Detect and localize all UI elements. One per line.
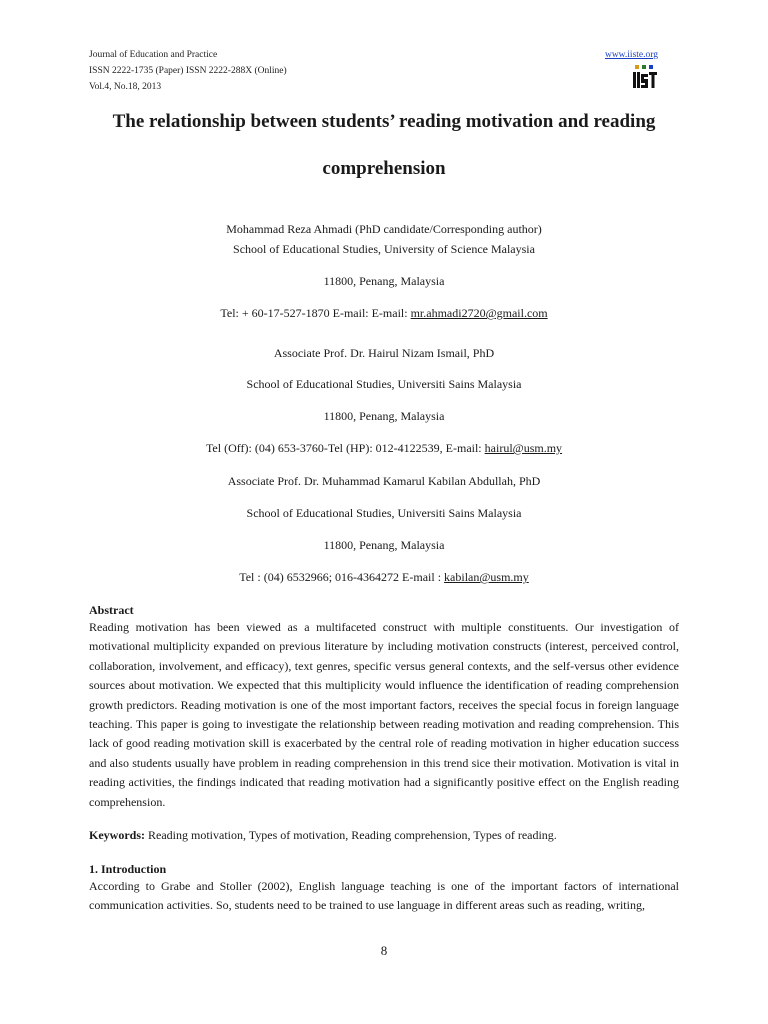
abstract-section bbox=[89, 603, 679, 812]
author-1-phone: Tel: + 60-17-527-1870 E-mail: E-mail: bbox=[220, 306, 411, 320]
keywords-label: Keywords: bbox=[89, 828, 145, 842]
introduction-section bbox=[89, 862, 679, 916]
author-2-name: Associate Prof. Dr. Hairul Nizam Ismail, PhD bbox=[273, 346, 495, 360]
author-2-phone: Tel (Off): (04) 653-3760-Tel (HP): 012-4122539, E-mail: bbox=[205, 441, 485, 455]
author-3-phone: Tel : (04) 6532966; 016-4364272 E-mail : bbox=[239, 570, 445, 584]
author-1-contact bbox=[60, 306, 708, 321]
iiste-logo bbox=[632, 64, 658, 90]
author-3-email-link[interactable]: kabilan@usm.my bbox=[444, 570, 529, 584]
author-3-contact bbox=[60, 570, 708, 585]
author-3-name: Associate Prof. Dr. Muhammad Kamarul Kabilan Abdullah, PhD bbox=[227, 474, 541, 488]
abstract-heading: Abstract bbox=[89, 603, 134, 617]
journal-website-link[interactable]: www.iiste.org bbox=[604, 50, 658, 60]
volume-line: Vol.4, No.18, 2013 bbox=[89, 82, 162, 92]
abstract-text: Reading motivation has been viewed as a multifaceted construct with multiple constituents. Our investigation of motivational multiplicity expanded on previous literature by including motivation constructs (interest, perceived control, collaboration, involvement, and efficacy), text genres, specific versus general contexts, and the self-versus other evidence sources about motivation. We expected that this multiplicity would influence the identification of reading comprehension growth predictors. Reading motivation is one of the most important factors, receives the special focus in foreign language teaching. This paper is going to investigate the relationship between reading motivation and reading comprehension. This lack of good reading motivation skill is exacerbated by the central role of reading motivation in higher education success and also students usually have problem in reading comprehension in this trend sice their motivation. Motivation is vital in reading activities, the findings indicated that reading motivation had a significantly positive effect on the English reading comprehension. bbox=[89, 620, 679, 809]
author-1-email-link[interactable]: mr.ahmadi2720@gmail.com bbox=[410, 306, 548, 320]
keywords-text: Reading motivation, Types of motivation, Reading comprehension, Types of reading. bbox=[145, 828, 557, 842]
author-2-address: 11800, Penang, Malaysia bbox=[323, 409, 445, 423]
paper-title-line-1: The relationship between students’ reading motivation and reading bbox=[112, 111, 656, 132]
introduction-text: According to Grabe and Stoller (2002), English language teaching is one of the important factors of international communication activities. So, students need to be trained to use language in different areas such as reading, writing, bbox=[89, 879, 679, 913]
page-number: 8 bbox=[380, 943, 388, 958]
journal-name: Journal of Education and Practice bbox=[89, 50, 218, 60]
author-3-address: 11800, Penang, Malaysia bbox=[323, 538, 445, 552]
paper-title-line-2: comprehension bbox=[322, 158, 446, 179]
author-2-email-link[interactable]: hairul@usm.my bbox=[484, 441, 563, 455]
author-1-affiliation: School of Educational Studies, University of Science Malaysia bbox=[233, 242, 535, 256]
keywords-line bbox=[89, 828, 679, 843]
author-1-address: 11800, Penang, Malaysia bbox=[323, 274, 445, 288]
author-2-affiliation: School of Educational Studies, Universiti Sains Malaysia bbox=[246, 377, 522, 391]
introduction-heading: 1. Introduction bbox=[89, 862, 167, 876]
author-2-contact bbox=[60, 441, 708, 456]
author-3-affiliation: School of Educational Studies, Universiti Sains Malaysia bbox=[246, 506, 522, 520]
author-1-name: Mohammad Reza Ahmadi (PhD candidate/Corresponding author) bbox=[226, 222, 542, 236]
issn-line: ISSN 2222-1735 (Paper) ISSN 2222-288X (Online) bbox=[89, 66, 287, 76]
